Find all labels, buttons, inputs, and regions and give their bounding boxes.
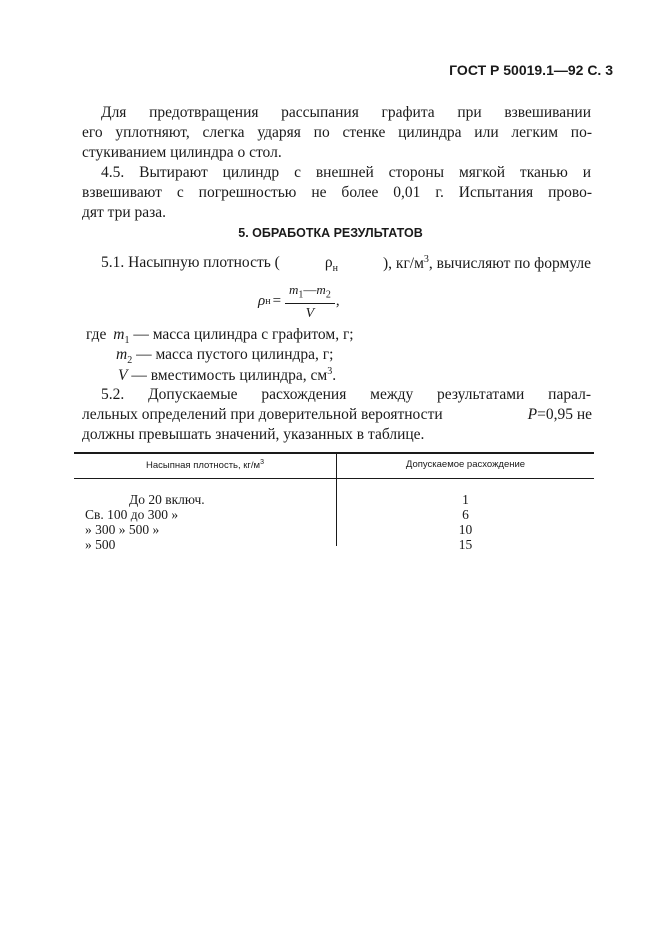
where-item3-symbol: V xyxy=(118,367,128,385)
para1-line3: стукиванием цилиндра о стол. xyxy=(82,144,282,161)
formula-equals: = xyxy=(272,293,282,310)
formula-lhs-sub: н xyxy=(265,296,271,308)
where-item2-text: — масса пустого цилиндра, г; xyxy=(132,346,334,363)
para3-unit: ), кг/м xyxy=(383,255,424,273)
where-item2-sub: 2 xyxy=(127,355,133,367)
formula-numerator xyxy=(285,282,335,304)
para2-line2-text: взвешивают с погрешностью не более 0,01 г. Испытания прово- xyxy=(82,184,592,201)
formula-num-b: m xyxy=(316,282,326,297)
where-item1-sub: 1 xyxy=(124,335,130,347)
para4-line3: должны превышать значений, указанных в таблице. xyxy=(82,426,425,443)
para4-line1-text: 5.2. Допускаемые расхождения между результатами парал- xyxy=(101,386,591,403)
para4-line2 xyxy=(82,406,592,424)
para3-text-b xyxy=(383,254,591,274)
where-item3-sup: 3 xyxy=(327,366,333,377)
formula-num-b-sub: 2 xyxy=(325,289,331,301)
para4-probability-symbol: P xyxy=(527,406,538,423)
table-top-rule xyxy=(74,452,594,454)
para4-line2-group xyxy=(528,406,592,424)
where-item-2 xyxy=(116,346,333,366)
table-header-density-sup: 3 xyxy=(260,459,264,466)
para1-line2-text: его уплотняют, слегка ударяя по стенке цилиндра или легким по- xyxy=(82,124,592,141)
formula-trailing-comma: , xyxy=(335,293,340,310)
where-item1-symbol: m xyxy=(113,326,125,343)
para3-rho-symbol: ρ xyxy=(324,254,333,271)
formula-lhs: ρ xyxy=(258,293,266,310)
para3-text-c: , вычисляют по формуле xyxy=(428,255,591,273)
formula-num-minus: — xyxy=(303,282,317,297)
section-heading: 5. ОБРАБОТКА РЕЗУЛЬТАТОВ xyxy=(238,226,423,240)
table-row-4-density: » 500 xyxy=(85,537,116,552)
table-row-1-density: До 20 включ. xyxy=(129,492,205,507)
formula-num-a-sub: 1 xyxy=(298,289,304,301)
para4-line2-text-a: лельных определений при доверительной вероятности xyxy=(82,406,443,423)
table-header-density-text: Насыпная плотность, кг/м xyxy=(146,460,261,472)
para3-text-a: 5.1. Насыпную плотность ( xyxy=(101,254,280,271)
para3-unit-sup: 3 xyxy=(423,254,429,265)
table-header-density xyxy=(74,459,336,471)
table-row-3-density: » 300 » 500 » xyxy=(85,522,160,537)
table-row-4-tolerance: 15 xyxy=(458,537,473,552)
where-item2-symbol: m xyxy=(116,346,128,363)
where-prefix: где xyxy=(86,326,107,343)
where-item3-text: — вместимость цилиндра, см xyxy=(127,367,328,385)
formula-num-a: m xyxy=(289,282,299,297)
table-row-2-tolerance: 6 xyxy=(462,507,469,522)
where-item-1 xyxy=(86,326,354,346)
density-formula xyxy=(258,282,340,322)
para4-line2-text-b: =0,95 не xyxy=(537,406,592,423)
table-row-1-tolerance: 1 xyxy=(462,492,469,507)
table-row-3-tolerance: 10 xyxy=(458,522,473,537)
para3-rho-sub: н xyxy=(332,263,338,275)
para3-line1 xyxy=(101,254,591,274)
para1-line2 xyxy=(82,124,592,142)
para2-line2 xyxy=(82,184,592,202)
where-item-3 xyxy=(118,366,336,385)
para2-line1-text: 4.5. Вытирают цилиндр с внешней стороны мягкой тканью и xyxy=(101,164,591,181)
para1-line1-text: Для предотвращения рассыпания графита при взвешивании xyxy=(101,104,591,121)
para2-line3: дят три раза. xyxy=(82,204,167,221)
table-header-rule xyxy=(74,478,594,479)
formula-denominator: V xyxy=(305,305,315,321)
where-item3-end: . xyxy=(332,367,337,385)
table-row-2-density: Св. 100 до 300 » xyxy=(85,507,179,522)
para4-line1 xyxy=(101,386,591,404)
para2-line1 xyxy=(101,164,591,182)
para1-line1 xyxy=(101,104,591,122)
table-header-tolerance: Допускаемое расхождение xyxy=(405,459,526,470)
para3-rho xyxy=(325,254,338,274)
where-item1-text: — масса цилиндра с графитом, г; xyxy=(129,326,354,343)
formula-fraction xyxy=(285,282,335,322)
document-code-header: ГОСТ Р 50019.1—92 С. 3 xyxy=(449,62,613,78)
